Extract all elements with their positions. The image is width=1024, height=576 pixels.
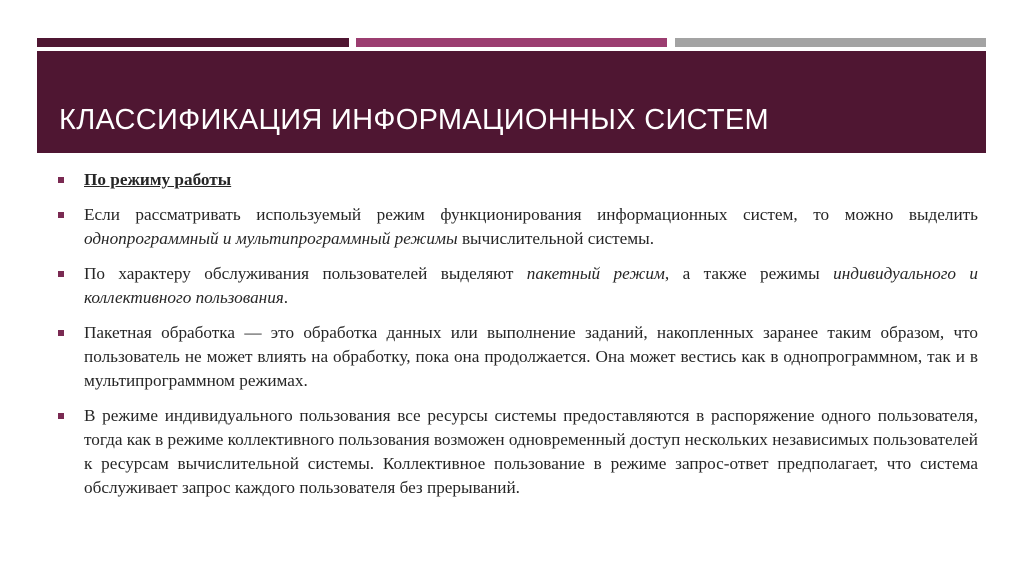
- bullet-text: .: [283, 288, 289, 307]
- title-band: [37, 51, 986, 153]
- bullet-text: В режиме индивидуального пользования все ресурсы системы предоставляются в распоряжение одного пользователя, тогда как в режиме коллективного пользования возможен одновременный доступ нескольких независимых пользователей к ресурсам вычислительной системы. Коллективное пользование в режиме запрос-ответ предполагает, что система обслуживает запрос каждого пользователя без прерываний.: [84, 406, 978, 497]
- accent-bar-magenta: [356, 38, 667, 47]
- bullet-italic-text: однопрограммный и мультипрограммный режимы: [84, 229, 458, 248]
- bullet-text: По характеру обслуживания пользователей выделяют: [84, 264, 527, 283]
- bullet-item: [58, 168, 978, 192]
- bullet-text: Если рассматривать используемый режим функционирования информационных систем, то можно выделить: [84, 205, 978, 224]
- bullet-italic-text: пакетный режим: [526, 264, 665, 283]
- accent-bar-gray: [675, 38, 986, 47]
- bullet-square-icon: [58, 413, 64, 419]
- bullet-text: вычислительной системы.: [457, 229, 655, 248]
- bullet-text: Пакетная обработка — это обработка данных или выполнение заданий, накопленных заранее таким образом, что пользователь не может влиять на обработку, пока она продолжается. Она может вестись как в однопрограммном, так и в мультипрограммном режимах.: [84, 323, 978, 390]
- bullet-text: , а также режимы: [664, 264, 834, 283]
- bullet-item: [58, 404, 978, 500]
- bullet-italic-text: индивидуального и коллективного пользования: [84, 264, 979, 307]
- bullet-item: [58, 321, 978, 393]
- bullet-item: [58, 203, 978, 251]
- bullet-item: [58, 262, 978, 310]
- slide-content: [58, 168, 978, 511]
- bullet-square-icon: [58, 212, 64, 218]
- bullet-square-icon: [58, 177, 64, 183]
- bullet-square-icon: [58, 330, 64, 336]
- bullet-heading: По режиму работы: [84, 170, 232, 189]
- slide-title: КЛАССИФИКАЦИЯ ИНФОРМАЦИОННЫХ СИСТЕМ: [59, 104, 769, 136]
- accent-bar-dark: [37, 38, 349, 47]
- bullet-square-icon: [58, 271, 64, 277]
